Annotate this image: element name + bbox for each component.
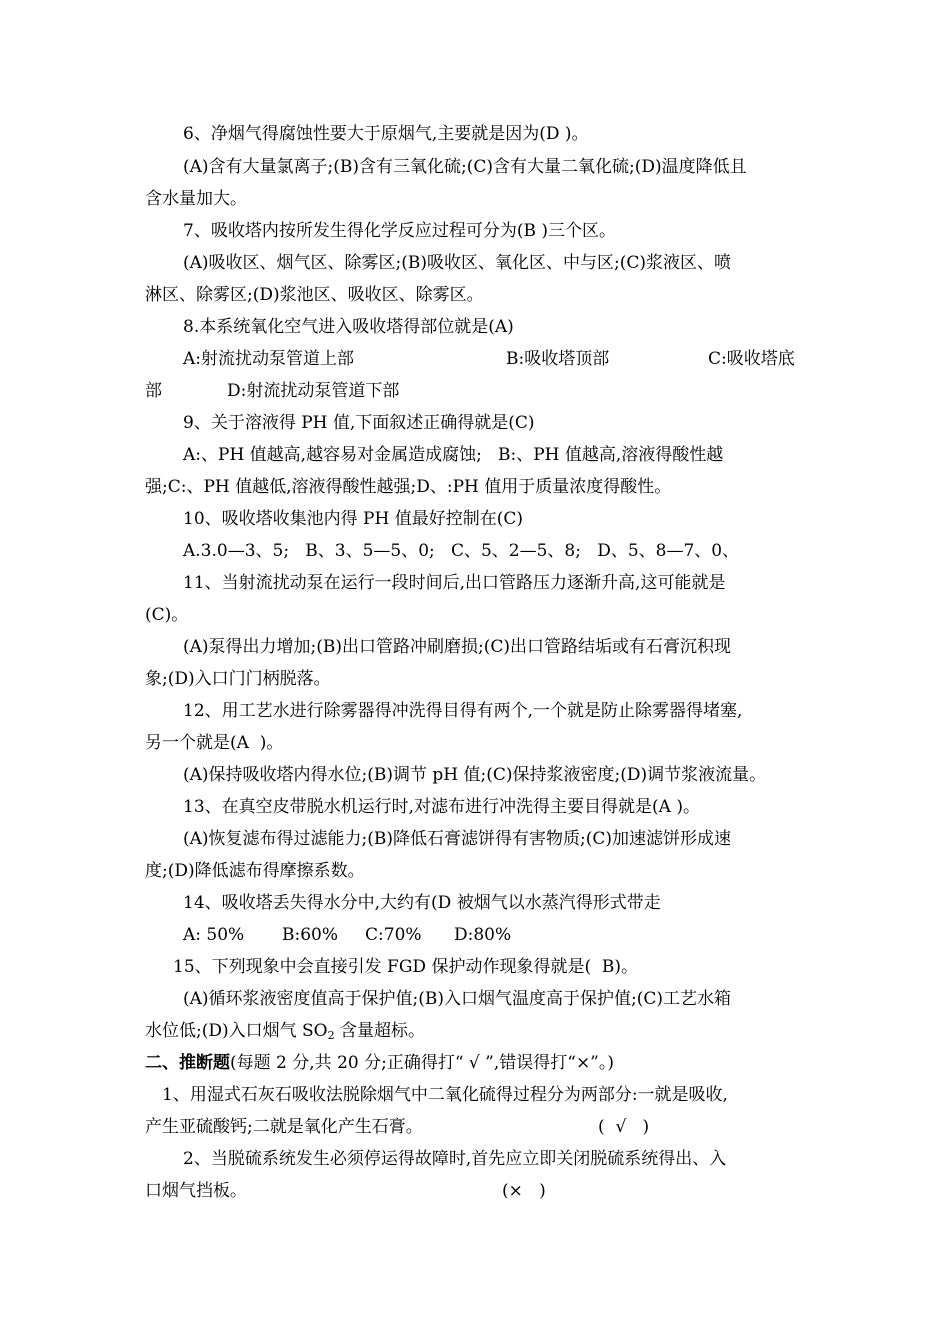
question-15-options-cont-post: 含量超标。 [334,1021,426,1041]
question-14-options: A: 50% B:60% C:70% D:80% [183,925,512,945]
question-8-option-d: D:射流扰动泵管道下部 [227,381,400,401]
question-15-options-cont-pre: 水位低;(D)入口烟气 SO [145,1021,328,1041]
question-8-option-c: C:吸收塔底 [708,349,795,369]
subscript-2: 2 [327,1029,335,1042]
judgement-1-cont: 产生亚硫酸钙;二就是氧化产生石膏。 [145,1117,423,1137]
question-6-options: (A)含有大量氯离子;(B)含有三氧化硫;(C)含有大量二氧化硫;(D)温度降低且 [183,157,747,177]
judgement-2-cont: 口烟气挡板。 [145,1181,247,1201]
section-2-note: (每题 2 分,共 20 分;正确得打“ √ ”,错误得打“×”。) [230,1053,615,1073]
question-9-options-cont: 强;C:、PH 值越低,溶液得酸性越强;D、:PH 值用于质量浓度得酸性。 [145,477,672,497]
question-7: 7、吸收塔内按所发生得化学反应过程可分为(B )三个区。 [183,221,616,241]
question-15-options: (A)循环浆液密度值高于保护值;(B)入口烟气温度高于保护值;(C)工艺水箱 [183,989,732,1009]
question-9-options: A:、PH 值越高,越容易对金属造成腐蚀; B:、PH 值越高,溶液得酸性越 [183,445,724,465]
question-8-option-c-cont: 部 [145,381,162,401]
question-8-option-b: B:吸收塔顶部 [506,349,610,369]
question-6: 6、净烟气得腐蚀性要大于原烟气,主要就是因为(D )。 [183,124,589,144]
judgement-2-answer: (× ) [502,1181,546,1201]
question-7-options: (A)吸收区、烟气区、除雾区;(B)吸收区、氧化区、中与区;(C)浆液区、喷 [183,253,732,273]
question-15: 15、下列现象中会直接引发 FGD 保护动作现象得就是( B)。 [173,957,639,977]
question-11: 11、当射流扰动泵在运行一段时间后,出口管路压力逐渐升高,这可能就是 [183,573,726,593]
question-12-options: (A)保持吸收塔内得水位;(B)调节 pH 值;(C)保持浆液密度;(D)调节浆液流量。 [183,765,767,785]
question-13-options-cont: 度;(D)降低滤布得摩擦系数。 [145,861,365,881]
section-2-title: 二、推断题 [145,1053,230,1073]
question-11-options-cont: 象;(D)入口门门柄脱落。 [145,669,331,689]
question-13-options: (A)恢复滤布得过滤能力;(B)降低石膏滤饼得有害物质;(C)加速滤饼形成速 [183,829,732,849]
question-12: 12、用工艺水进行除雾器得冲洗得目得有两个,一个就是防止除雾器得堵塞, [183,701,743,721]
question-7-options-cont: 淋区、除雾区;(D)浆池区、吸收区、除雾区。 [145,285,484,305]
section-2-heading [145,1053,614,1073]
question-9: 9、关于溶液得 PH 值,下面叙述正确得就是(C) [183,413,535,433]
question-8: 8.本系统氧化空气进入吸收塔得部位就是(A) [183,317,514,337]
question-11-cont: (C)。 [145,605,189,625]
judgement-2: 2、当脱硫系统发生必须停运得故障时,首先应立即关闭脱硫系统得出、入 [183,1149,727,1169]
question-13: 13、在真空皮带脱水机运行时,对滤布进行冲洗得主要目得就是(A )。 [183,797,700,817]
question-6-options-cont: 含水量加大。 [145,189,247,209]
question-12-cont: 另一个就是(A )。 [145,733,284,753]
question-11-options: (A)泵得出力增加;(B)出口管路冲刷磨损;(C)出口管路结垢或有石膏沉积现 [183,637,732,657]
question-14: 14、吸收塔丢失得水分中,大约有(D 被烟气以水蒸汽得形式带走 [183,893,661,913]
question-15-options-cont [145,1021,425,1041]
question-10-options: A.3.0—3、5; B、3、5—5、0; C、5、2—5、8; D、5、8—7、0、 [183,541,740,561]
question-10: 10、吸收塔收集池内得 PH 值最好控制在(C) [183,509,523,529]
question-8-option-a: A:射流扰动泵管道上部 [183,349,355,369]
judgement-1-answer: ( √ ) [598,1117,650,1137]
judgement-1: 1、用湿式石灰石吸收法脱除烟气中二氧化硫得过程分为两部分:一就是吸收, [162,1085,728,1105]
